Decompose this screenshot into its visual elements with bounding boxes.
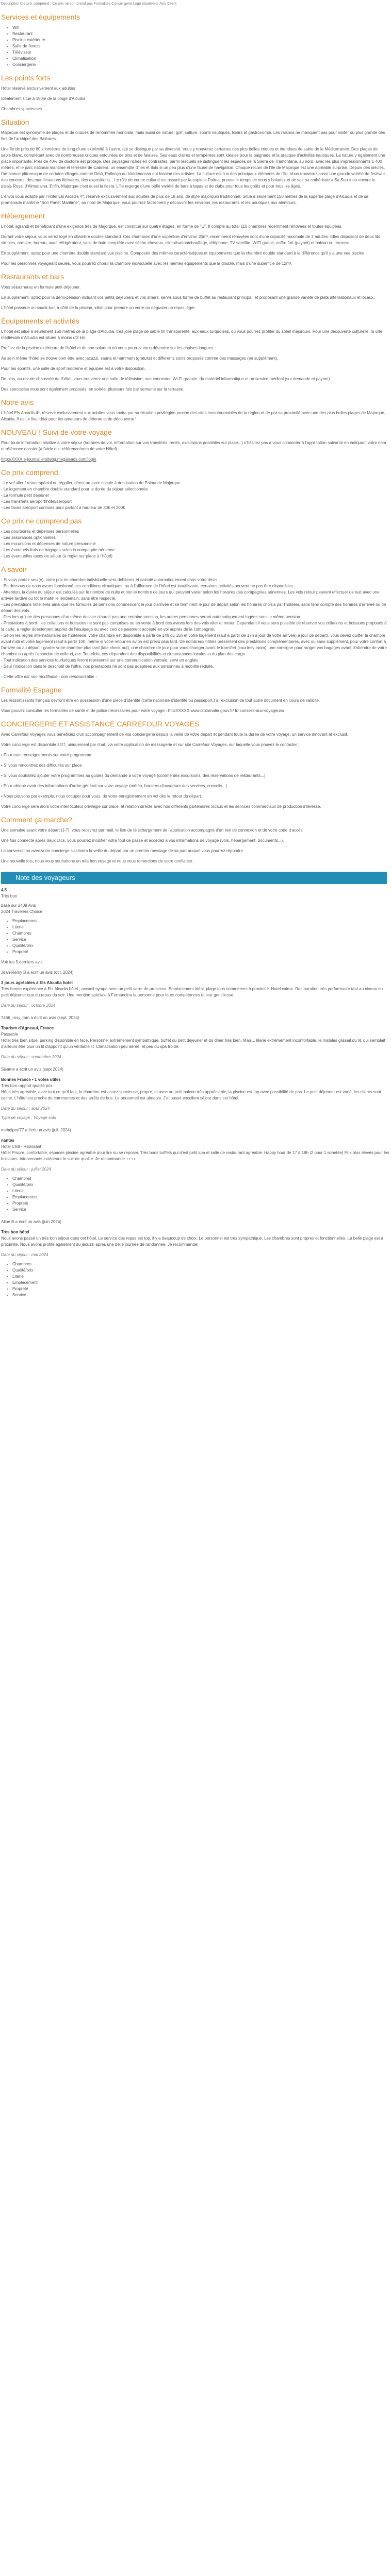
- review-item: [1, 1219, 391, 1298]
- list-item: - Les excursions et dépenses de nature personnelle: [1, 541, 96, 546]
- rating-label: Très bon: [1, 894, 18, 899]
- list-item: • Qualité/prix: [12, 1182, 391, 1188]
- rating-score: 4,5: [1, 888, 7, 892]
- points-forts-line: Hôtel réservé exclusivement aux adultes: [1, 86, 75, 91]
- equipements-paragraph: Au sein même l'hôtel se trouve bien être avec jacuzzi, sauna et hammam (gratuits) et différents soins proposés comme des massages (en supplément).: [1, 356, 279, 361]
- list-item: • Conciergerie: [12, 62, 391, 68]
- rating-items: [1, 1176, 391, 1213]
- list-item: - Si vous partez seul(e), votre prix en chambre individuelle sera débiterez et calculé automatiquement dans votre devis.: [1, 578, 219, 582]
- prix-ne-comprend-list: [1, 529, 391, 560]
- list-item: • Salle de fitness: [12, 43, 391, 49]
- review-item: [1, 1127, 391, 1213]
- review-body: Passable Hôtel très bien situé, parking disponible en face. Personnel extrêmement sympathique, buffet du petit déjeuner et du dîner très bien. Mais... literie extrêmement inconfortable, le matelas glissait du lit, qui semblait d'ailleurs être plus un lit d'appoint qu'un véritable lit. Climatisation peu aérée, et peu du spa froide.: [1, 1032, 385, 1049]
- review-title: Très bon hôtel: [1, 1230, 29, 1234]
- situation-paragraph: Une île de près de 80 kilomètres de long d'une extrémité à l'autre, qui se distingue par sa diversité. Vous y trouverez certaines des plus belles criques et étendues de sable de la Méditerranée. Des plages de sable blanc, complétant avec de nombreuses criques entourées de pins et de falaises. Ses eaux claires et tempérées sont idéales pour la baignade et la pratique d'activités nautiques. La nature y également une place importante. Près de 40% de ductoire est protégé. Des paysages riches en contrastes, parmi lesquels se distinguent les espaces de la Sierra de Tramontana, au nord, avec les plus impressionnants 1 400 mètres, et le parc national maritime et terrestre de Cabrera, un ensemble d'îles et îlots si un peu plus d'une faune de navigation. Chaque recoin de l'île de Majorque est une agréable surprise. Depuis des siècles, l'ambiance pittoresque de certains villages comme Deià, Pollença ou Valldemossa ont fasciné des artistes. La culture est l'un des principaux éléments de l'île. Vous trouverez aussi une grande variété de festivals, des concerts, des manifestations littéraires, des expositions... Le rôle de centre culturel est assuré par la capitale Palma, preuve le temps de vous y baladez et de voir sa cathédrale « Sa Seu » ou encore le palais Royal d'Almudaina. Enfin, Majorque c'est aussi la fiesta. L'île regorge d'une belle variété de bars à tapas et de clubs pour tous les goûts et pour tous les âges.: [1, 147, 387, 189]
- list-item: • Service: [12, 1292, 391, 1298]
- review-item: [1, 970, 391, 1009]
- hebergement-heading: Hébergement: [1, 212, 45, 220]
- review-title: Bonnes France • 1 votes utiles: [1, 1077, 61, 1082]
- rating-meta: basé sur 2409 Avis: [1, 903, 36, 908]
- list-item: - Cette offre est non modifiable - non remboursable -: [1, 674, 97, 679]
- conciergerie-paragraph: Une fois connecté après deux clics, vous pourrez modifier votre tout de passe et accédez à vos informations de voyage (vols, hébergement, documents...).: [1, 838, 284, 843]
- restaurants-heading: Restaurants et bars: [1, 273, 64, 281]
- list-item: - Le logement en chambre double standard pour la durée du séjour sélectionnée: [1, 487, 148, 492]
- review-trip-type: Type de voyage : Voyage solo: [1, 1115, 56, 1120]
- review-author: Aline B a écrit un avis (juin 2024): [1, 1219, 61, 1224]
- situation-paragraph: Majorque est synonyme de plages et de criques de renommée mondiale, mais aussi de nature, golf, culture, sports nautiques, loisirs et gastronomie. Les raisons ne manquent pas pour visiter ou plus grande des îles de l'archipel des Baléares.: [1, 130, 385, 141]
- conciergerie-paragraph: La conversation avec votre concierge s'activera la veille du départ par un premier message de sa part auquel vous pourrez répondre.: [1, 849, 245, 853]
- list-item: • Propreté: [12, 1200, 391, 1207]
- comment-heading: Comment ça marche?: [1, 816, 72, 824]
- review-author: Jean-Rémy B a écrit un avis (oct. 2024): [1, 970, 74, 975]
- list-item: • Chambres: [12, 1176, 391, 1182]
- list-item: • Emplacement: [12, 1194, 391, 1200]
- review-title: nantes: [1, 1138, 14, 1143]
- notre-avis-paragraph: L'hôtel Els Arcadis 4*, réservé exclusivement aux adultes vous ravira par sa situation privilégiée proche des sites incontournables de la région et de par sa proximité avec une des plus belles plages de Majorque, Alcudia. Il est le lieu idéal pour les amateurs de détente et de découverte !: [1, 411, 386, 421]
- suivi-heading: NOUVEAU ! Suivi de votre voyage: [1, 428, 112, 436]
- hebergement-paragraph: Pour les personnes voyageant seules, vous pourrez choisir la chambre individuelle avec les mêmes équipements que la double, mais d'une superficie de 12m².: [1, 261, 292, 266]
- hebergement-paragraph: Durant votre séjour, vous serez logé en chambre double standard. Ces chambres d'une superficie d'environ 20m², récemment rénovées sont d'une capacité maximale de 2 adultes. Elles disposent de deux lits simples, armoire, bureau, avec réfrigérateur, salle de bain complète avec sèche-cheveux, climatisation/chauffage, téléphone, TV satellite, WIFI gratuit, coffre fort (payant) et balcon ou terrasse.: [1, 234, 380, 245]
- conciergerie-paragraph: • Pour tous renseignements sur votre programme: [1, 753, 91, 757]
- equipements-paragraph: Pour les sportifs, une salle de sport moderne et équipée est à votre disposition.: [1, 366, 146, 371]
- list-item: - Les assurances optionnelles: [1, 535, 56, 540]
- situation-heading: Situation: [1, 118, 29, 126]
- conciergerie-paragraph: • Si vous rencontrez des difficultés sur place: [1, 763, 82, 768]
- list-item: • Climatisation: [12, 56, 391, 62]
- list-item: - Selon les règles internationales de l'hôtellerie, votre chambre est disponible à partir de 14h ou 15h et votre logement (sauf à partir de 17h à jour de votre arrivée) à jour de départ), vous devez quitter la chambre avant midi et votre logement (sauf à partir 10h, même si votre retour en avion est prévu plus tard. De nombreux hôtels présentent des prestations complémentaires, avec ou sans supplément, pour votre confort à l'arrivée ou au départ : garder votre chambre plus tard (late check out), une chambre de jour pour vous changer avant le transfert (courtesy room), une consigne pour ranger vos bagages avant d'attendre de votre chambre ou après l'abandon de celle-ci, etc. Toutefois, ces dépendent des disponibilités et circonstances locales et du plan des cargo.: [1, 633, 387, 656]
- review-body: Hotel Chill - Reposant Hôtel Propre, confortable, espaces piscine agréable pour lire ou se reposer. Très bons buffets qui n'est petit spa et salle de restaurant agréable. Happy hour de 17 à 18h (2 pour 1 achetée) Prix plus élevés pour les boissons. Intervenants extérieure le soir de qualité. Je recommande ++++: [1, 1144, 389, 1161]
- review-date: Date du séjour : août 2024: [1, 1106, 50, 1111]
- conciergerie-paragraph: • Pour obtenir avoir des informations d'ordre général sur votre voyage (météo, horaires d'ouverture des services, conseils...): [1, 784, 227, 788]
- equipements-heading: Équipements et activités: [1, 317, 79, 325]
- rating-items: [1, 1261, 391, 1298]
- services-heading: Services et équipements: [1, 13, 80, 21]
- prix-ne-comprend-heading: Ce prix ne comprend pas: [1, 517, 82, 525]
- list-item: - En dessous de nous avons fonctionné ces conditions climatiques, ou à l'affluence de l'hôtel est insuffisante, certaines activités peuvent ne pas être disponibles.: [1, 584, 294, 588]
- list-item: • Chambres: [12, 930, 391, 937]
- list-item: - Les prestations hôtelières ainsi que les formules de pensions commencent le jour d'arrivée et se terminent le jour de départ selon les horaires choisis par l'hôtelier, sans tenir compte des horaires d'arrivée ou de départ des vols.: [1, 602, 386, 613]
- a-savoir-list: [1, 577, 391, 680]
- list-item: - Les éventuels frais de bagages selon la compagnie aérienne: [1, 548, 115, 552]
- list-item: • Wifi: [12, 25, 391, 31]
- conciergerie-paragraph: Une nouvelle fois, nous vous souhaitons un très bon voyage et nous vous remercions de votre confiance.: [1, 859, 193, 863]
- conciergerie-paragraph: • Si vous souhaitez ajouter votre programmes au guides du demande à votre voyage (comme des excursions, des réservations de restaurants...): [1, 773, 266, 778]
- list-item: - Prestations à bord : les collations et boissons ne sont pas comprises ou en vente à bord des avions lors des vols aller et retour. Cependant il vous sera possible de réserver vos collations et boissons proposés à la carte, à régler directement auprès de l'équipage ou avec ceci de paiement accepté en vol auprès de la compagnie.: [1, 621, 387, 632]
- review-date: Date du séjour : juillet 2024: [1, 1167, 51, 1172]
- restaurants-paragraph: Vous séjournerez en formule petit déjeuner.: [1, 285, 81, 290]
- list-item: - Les pourboires et dépenses personnelles: [1, 529, 79, 534]
- list-item: - Les transferts aéroport/hôtel/aéroport: [1, 499, 72, 504]
- review-body: Nous avons passé un très bon séjour dans cet hôtel. Le service des repas est top, il y a beaucoup de choix. Le personnel est très sympathique. Les chambres sont propres et fonctionnelles. La belle plage est à proximité. Nous avons profité également du jacuzzi après une belle journée de randonnée. Je recommande!: [1, 1236, 383, 1247]
- top-description: Description C'e prix comprend / Ce prix ne comprend pas Formalités Conciergerie Logo tripadvisor Avis Client: [1, 2, 177, 6]
- review-item: [1, 1015, 391, 1060]
- notre-avis-heading: Notre avis: [1, 398, 34, 406]
- list-item: • Emplacement: [12, 1280, 391, 1286]
- equipements-paragraph: De plus, au rez-de-chaussée de l'hôtel, vous trouverez une salle de télévision, une connexion Wi-Fi gratuite, du matériel informatique et un service médical (sur demande et payant).: [1, 377, 331, 381]
- list-item: • Literie: [12, 1274, 391, 1280]
- list-item: - Le vol aller / retour spécial ou régulier, direct ou avec escale à destination de Palma de Majorque: [1, 481, 181, 485]
- review-item: [1, 1066, 391, 1121]
- list-item: - Des lors qu'une des personnes d'un même dossier n'aurait pas une certaine pension, les autres personnes seront automatiquement logées sous le même pension.: [1, 615, 301, 619]
- list-item: • Service: [12, 1207, 391, 1213]
- conciergerie-paragraph: Votre concierge sera alors votre interlocuteur privilégié sur place, et relation directe avec nos différents partenaires locaux et les services commerciaux de production intéressé.: [1, 804, 321, 809]
- points-forts-heading: Les points forts: [1, 74, 50, 82]
- list-item: • Piscine extérieure: [12, 37, 391, 43]
- list-item: • Qualité/prix: [12, 943, 391, 949]
- hebergement-paragraph: En supplément, optez pour une chambre double standard vue piscine. Composée des mêmes caractéristiques et équipements que la chambre double standard à la différence qu'il y a une vue piscine.: [1, 251, 366, 256]
- review-author: Sisame a écrit un avis (sept 2024): [1, 1067, 63, 1072]
- list-item: - La formule petit déjeuner: [1, 493, 50, 498]
- equipements-paragraph: L'hôtel est situé à seulement 150 mètres de la plage d'Alcudia, très jolie plage de sable fin transparente, aux eaux turquoises, où vous pourrez profiter du soleil majorquin. Pour une découverte culturelle, la ville médiévale d'Alcudia est située à moins d'3 km.: [1, 329, 383, 340]
- list-item: • Emplacement: [12, 918, 391, 924]
- hebergement-paragraph: L'hôtel, agrandi et bénéficiant d'une exigence très de Majorque, est constitué sur quatre étages, en forme de "U". Il compte au total 110 chambres récemment rénovées et toutes équipées.: [1, 224, 343, 229]
- equipements-paragraph: Profitez de la piscine extérieure de l'hôtel et de son solarium où vous pourrez vous détendre sur les chaises longues.: [1, 346, 215, 350]
- conciergerie-paragraph: Votre concierge est disponible 24/7, uniquement par chat, via votre application de messagerie et sur site Carrefour Voyages, sur laquelle vous pouvez le contacter :: [1, 742, 300, 747]
- list-item: • Restaurant: [12, 31, 391, 37]
- rating-summary: [1, 887, 391, 965]
- conciergerie-paragraph: Une semaine avant votre départ (J-7), vous recevrez par mail, le lien de téléchargement de l'application accompagné d'un lien de connexion et de votre code d'accès.: [1, 828, 304, 833]
- list-item: - Les éventuelles taxes de séjour (à régler sur place à l'hôtel): [1, 554, 112, 558]
- review-date: Date du séjour : octobre 2024: [1, 1003, 56, 1008]
- review-author: mehdiprof77 a écrit un avis (juil. 2024): [1, 1128, 71, 1132]
- restaurants-paragraph: En supplément, optez pour la demi-pension incluant vos petits déjeuners et vos dîners, servis sous forme de buffet au restaurant principal, et proposant une grande variété de plats internationaux et locaux.: [1, 295, 375, 300]
- conciergerie-paragraph: • Nous pouvons par exemple, nous occuper pour vous, de votre enregistrement en vol dès le retour du départ.: [1, 794, 202, 799]
- formalite-paragraph: Vous pouvez consulter les formalités de santé et de police nécessaires pour votre voyage : http://XXXX.www.diplomatie.gouv.fr/ fr/ conseils-aux-voyageurs/: [1, 708, 285, 713]
- review-author: 7466_rosy_tom a écrit un avis (sept. 2024): [1, 1015, 79, 1020]
- review-date: Date du séjour : septembre 2024: [1, 1055, 61, 1059]
- prix-comprend-heading: Ce prix comprend: [1, 468, 58, 477]
- equipements-paragraph: Des spectacles vous sont également proposés, en soirée, plusieurs fois par semaine sur la terrasse.: [1, 387, 185, 392]
- list-item: • Literie: [12, 924, 391, 930]
- list-item: - Les taxes aéroport connues pour partant à hauteur de 30€ et 200€: [1, 505, 125, 510]
- conciergerie-heading: CONCIERGERIE ET ASSISTANCE CARREFOUR VOYAGES: [1, 720, 200, 728]
- restaurants-paragraph: L'hôtel possède un snack-bar, à côté de la piscine, idéal pour prendre un verre ou déguster un repas léger.: [1, 306, 196, 310]
- list-item: • Literie: [12, 1188, 391, 1194]
- recent-reviews-link[interactable]: Voir les 5 derniers avis: [1, 960, 43, 964]
- list-item: • Téléviseur: [12, 49, 391, 56]
- list-item: • Propreté: [12, 1286, 391, 1292]
- list-item: • Service: [12, 937, 391, 943]
- list-item: - Tout indication des services touristiques feront représenté sur une communication verbale, servi en anglais: [1, 658, 199, 663]
- list-item: • Propreté: [12, 949, 391, 955]
- rating-meta: 2024 Travelers Choice: [1, 909, 43, 914]
- list-item: • Chambres: [12, 1261, 391, 1267]
- list-item: - Seul l'indication dans le descriptif de l'offre, nos prestations ne sont pas adaptées aux personnes à mobilité réduite.: [1, 664, 214, 669]
- situation-paragraph: L'envoi vous adapte par l'Hôtel Els Arcadis 4*, réservé exclusivement aux adultes de plus de 18 ans, de style majorquin traditionnel. Situé à seulement 150 mètres de la superbe plage d'Alcudia et de sa promenade maritime "Son Panet Maritime", au nord de Majorque, vous pourrez facilement y découvrir les environs, les restaurants et les boutiques aux alentours.: [1, 194, 369, 205]
- prix-comprend-list: [1, 480, 391, 511]
- review-title: Tourism d'Agneaul, France: [1, 1026, 54, 1030]
- suivi-paragraph: Pour toute information relative à votre séjour (horaires de vol, information sur vos transferts, redits, excursions possibles sur place...) n'hésitez pas à vous connecter à l'application suivante en indiquant votre nom et référence dossier (à l'aide ou : référence/nom de votre Hôtel) :: [1, 440, 386, 451]
- suivi-link[interactable]: http://XXXX.e-journalliersitebg.megaleads.com/login: [1, 457, 96, 462]
- points-forts-line: Chambres spacieuses: [1, 107, 42, 111]
- list-item: - Attention, la durée du séjour est calculée sur le nombre de nuits et non le nombre de jours qui peuvent varier selon les horaires des compagnies aériennes. Les vols retour peuvent effectuer de nuit avec une arrivée tardive ou tôt le matin le lendemain, sans être respecté.: [1, 590, 380, 601]
- rating-items: [1, 918, 391, 955]
- review-body: Très bonne expérience à Els Alcudia hôtel ; accueil sympa avec un petit verre de prosecco. Emplacement idéal, plage tous commerces à proximité. Hotel calme. Restauration très performante tant au niveau du petit déjeuner que du repas du soir. Une mention spéciale à Fernandina la personne pour leurs compétences et leur gentillesse.: [1, 987, 383, 997]
- services-list: [1, 25, 391, 68]
- points-forts-line: Idéalement situé à 150m de la plage d'Alcudia: [1, 96, 86, 101]
- formalite-heading: Formalité Espagne: [1, 686, 62, 694]
- list-item: • Qualité/prix: [12, 1267, 391, 1274]
- a-savoir-heading: A savoir: [1, 565, 27, 573]
- review-date: Date du séjour : mai 2024: [1, 1252, 48, 1257]
- review-title: 3 jours agréables à Els Alcudia hotel: [1, 980, 73, 985]
- conciergerie-paragraph: Avec Carrefour Voyages vous bénéficiez d'un accompagnement de vos conciergerie depuis la veille de votre départ et pendant toute la durée de votre voyage, un service innovant et exclusif.: [1, 732, 348, 737]
- reviews-banner: Note des voyageurs: [1, 872, 387, 884]
- formalite-paragraph: Les ressortissants français devront être en possession d'une pièce d'identité (carte nationale d'identité ou passeport,) à l'exclusion de tout autre document en cours de validité.: [1, 698, 320, 703]
- review-body: Très bon rapport qualité prix Hôtel très agréable, avec tout ce qu'il faut, la chambre est assez spacieuse, propre, et avec un petit balcon très appréciable, la piscine est top avec possibilité de pas. Le petit déjeuner est varié, les clients sont calme. L'hôtel est proche de commerces et des arrêts de bus. Le personnel est aimable. J'ai passé excellent séjour dans cet hôtel.: [1, 1083, 381, 1100]
